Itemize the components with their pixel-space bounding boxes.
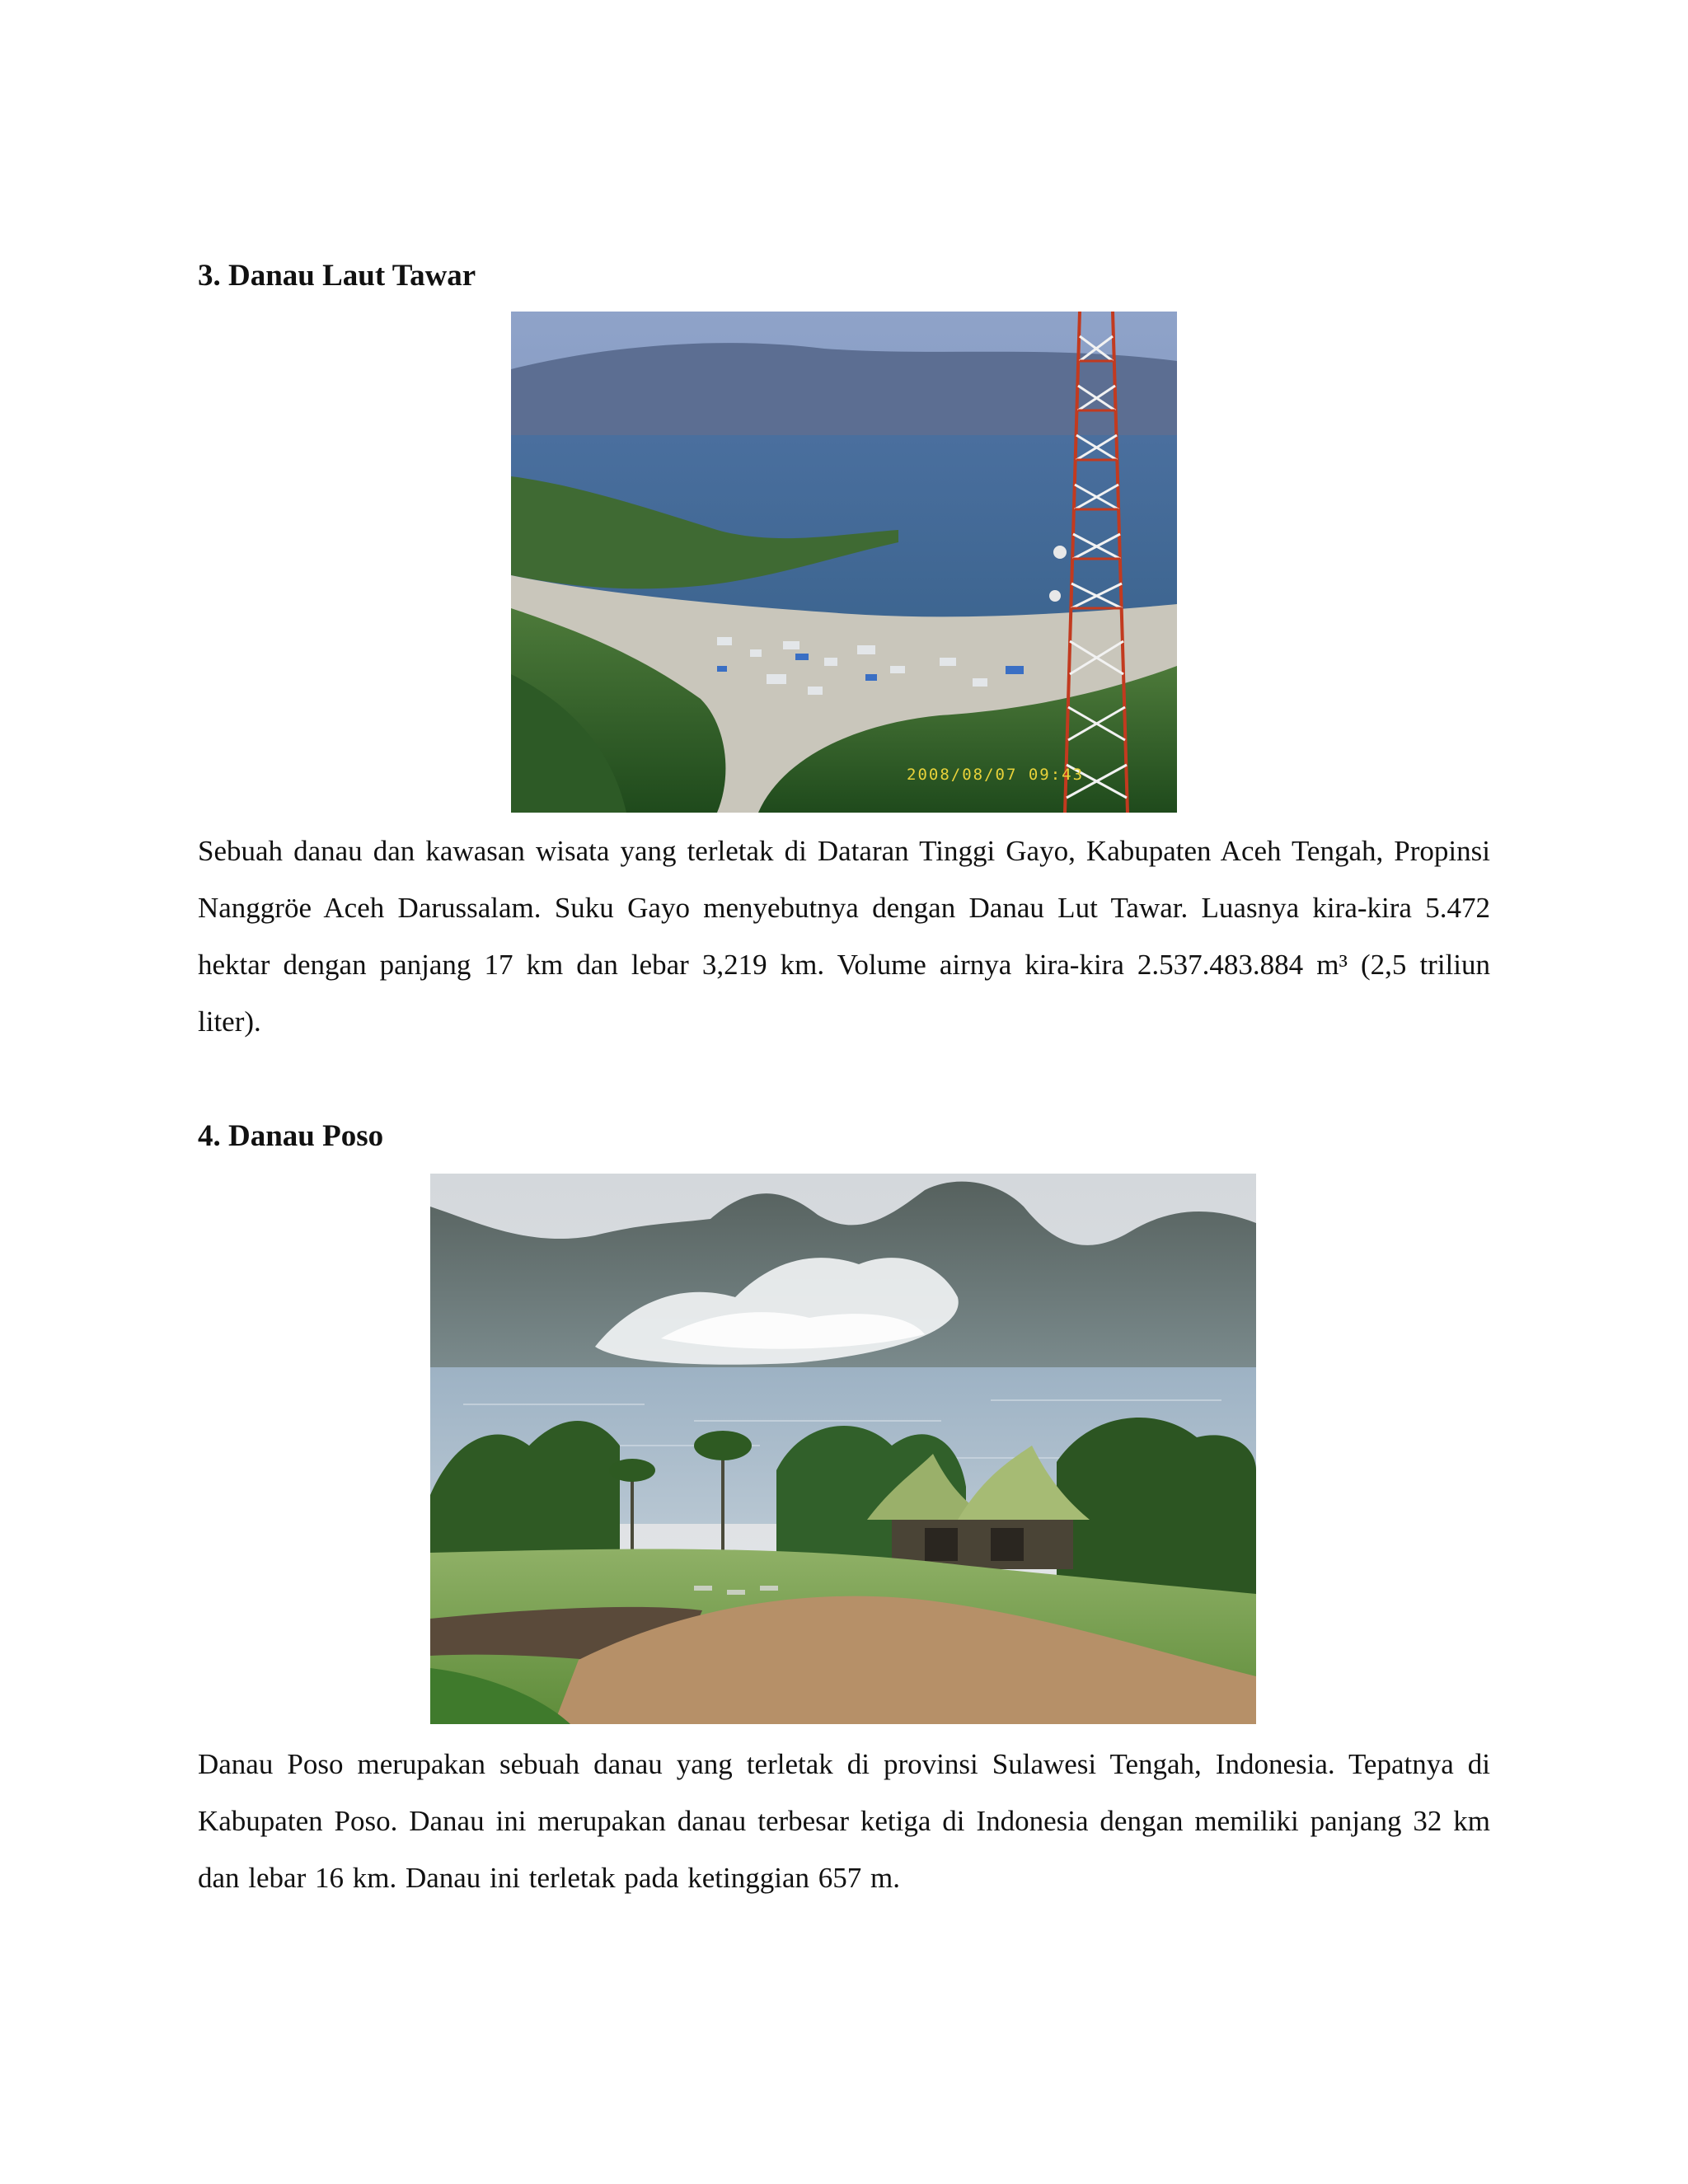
paragraph-laut-tawar: Sebuah danau dan kawasan wisata yang terletak di Dataran Tinggi Gayo, Kabupaten Aceh Tengah, Propinsi Nanggröe Aceh Darussalam. Suku Gayo menyebutnya dengan Danau Lut Tawar. Luasnya kira-kira 5.472 hektar dengan panjang 17 km dan lebar 3,219 km. Volume airnya kira-kira 2.537.483.884 m³ (2,5 triliun liter). — [198, 835, 1490, 1038]
section-heading-laut-tawar: 3. Danau Laut Tawar — [198, 259, 476, 293]
lake-poso-photo — [430, 1174, 1256, 1724]
photo-timestamp: 2008/08/07 09:43 — [907, 766, 1085, 784]
section-heading-poso: 4. Danau Poso — [198, 1119, 384, 1153]
paragraph-poso: Danau Poso merupakan sebuah danau yang terletak di provinsi Sulawesi Tengah, Indonesia. Tepatnya di Kabupaten Poso. Danau ini merupakan danau terbesar ketiga di Indonesia dengan memiliki panjang 32 km dan lebar 16 km. Danau ini terletak pada ketinggian 657 m. — [198, 1748, 1490, 1894]
lake-laut-tawar-photo — [511, 312, 1177, 813]
